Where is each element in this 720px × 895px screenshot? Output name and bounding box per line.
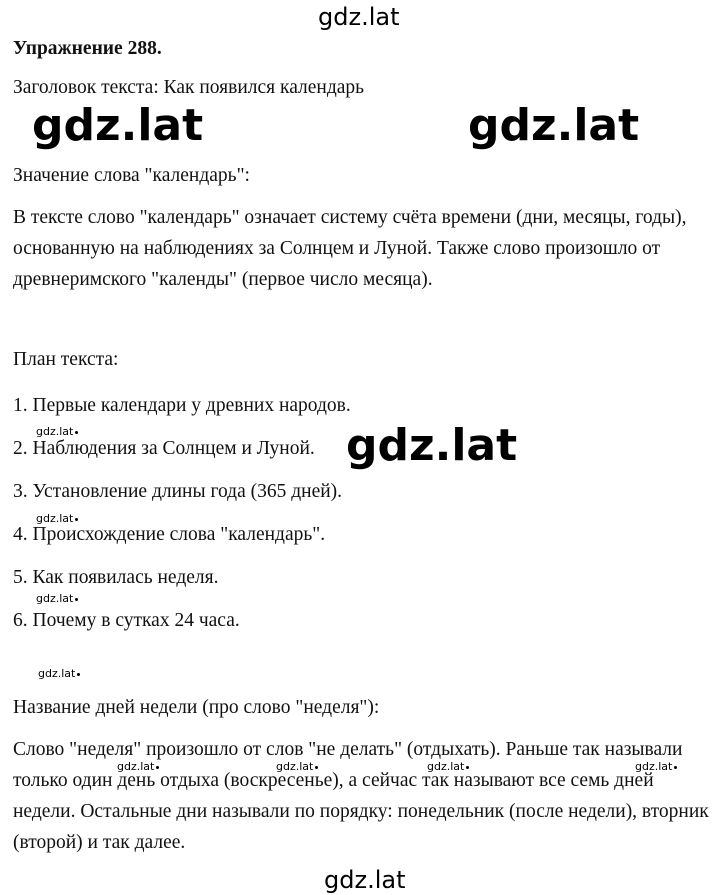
watermark: gdz.lat [117,760,159,773]
weekdays-paragraph: Слово "неделя" произошло от слов "не делать" (отдыхать). Раньше так называли только один день отдыха (воскресенье), а сейчас так называют все семь дней недели. Остальные дни называли по порядку: понедельник (после недели), вторник (второй) и так далее. [13,739,709,853]
meaning-label: Значение слова "календарь": [13,165,250,186]
plan-item: 4. Происхождение слова "календарь". [13,524,326,545]
watermark: gdz.lat [427,760,469,773]
weekdays-label: Название дней недели (про слово "неделя"): [13,697,380,718]
watermark: gdz.lat [346,420,518,471]
watermark: gdz.lat [468,100,640,151]
watermark: gdz.lat [36,592,78,605]
plan-item: 5. Как появилась неделя. [13,567,219,588]
exercise-title: Упражнение 288. [13,38,162,59]
watermark: gdz.lat [635,760,677,773]
watermark: gdz.lat [36,512,78,525]
plan-item: 6. Почему в сутках 24 часа. [13,610,240,631]
watermark: gdz.lat [276,760,318,773]
watermark: gdz.lat [32,100,204,151]
meaning-paragraph: В тексте слово "календарь" означает систему счёта времени (дни, месяцы, годы), основанную на наблюдениях за Солнцем и Луной. Также слово произошло от древнеримского "календы" (первое число месяца). [13,207,687,290]
plan-item: 2. Наблюдения за Солнцем и Луной. [13,438,315,459]
plan-item: 1. Первые календари у древних народов. [13,395,351,416]
watermark: gdz.lat [324,866,406,894]
plan-item: 3. Установление длины года (365 дней). [13,481,343,502]
plan-label: План текста: [13,349,119,370]
watermark: gdz.lat [38,667,80,680]
watermark: gdz.lat [36,425,78,438]
text-heading: Заголовок текста: Как появился календарь [13,77,365,98]
watermark: gdz.lat [318,3,400,31]
